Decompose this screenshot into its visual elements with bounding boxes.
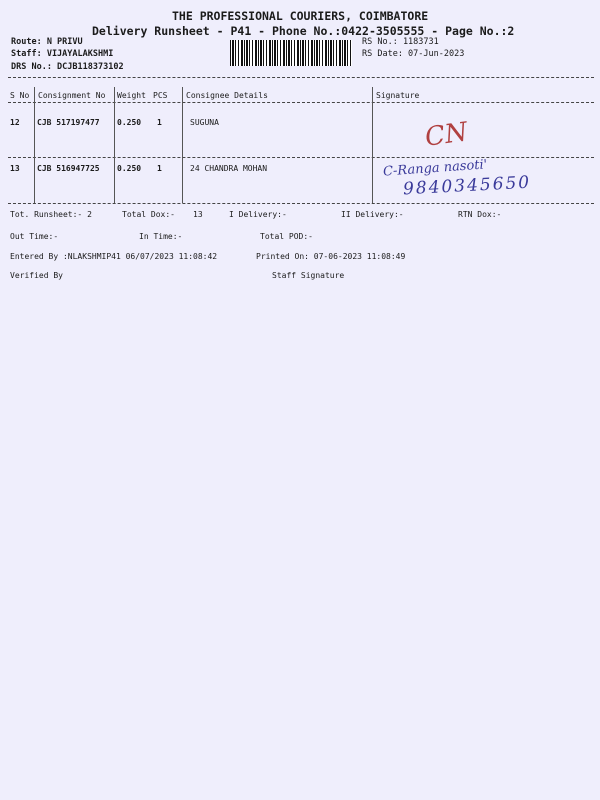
col-header-pcs: PCS (153, 91, 168, 100)
col-header-sno: S No (10, 91, 30, 100)
i-delivery: I Delivery:- (229, 210, 287, 219)
rtn-dox: RTN Dox:- (458, 210, 502, 219)
document-title: THE PROFESSIONAL COURIERS, COIMBATORE (172, 9, 429, 23)
tot-runsheet: Tot. Runsheet:- 2 (10, 210, 92, 219)
signature-handwriting-name: C-Ranga nasoti' (382, 157, 488, 180)
total-dox-value: 13 (193, 210, 203, 219)
barcode-image (230, 40, 352, 66)
row-consignment: CJB 516947725 (37, 164, 100, 173)
out-time: Out Time:- (10, 232, 59, 241)
col-header-signature: Signature (376, 91, 420, 100)
col-header-consignee: Consignee Details (186, 91, 268, 100)
signature-handwriting-phone: 9840345650 (402, 172, 532, 200)
row-sno: 13 (10, 164, 20, 173)
col-header-consignment: Consignment No (38, 91, 106, 100)
total-dox-label: Total Dox:- (122, 210, 175, 219)
signature-handwriting: CN (423, 117, 470, 153)
row-sno: 12 (10, 118, 20, 127)
row-consignment: CJB 517197477 (37, 118, 100, 127)
row-pcs: 1 (157, 164, 162, 173)
runsheet-subtitle: Delivery Runsheet - P41 - Phone No.:0422-3505555 - Page No.:2 (92, 24, 515, 38)
entered-by: Entered By :NLAKSHMIP41 06/07/2023 11:08:42 (10, 252, 218, 261)
staff-signature: Staff Signature (272, 271, 345, 280)
staff-label: Staff: VIJAYALAKSHMI (11, 49, 114, 59)
row-consignee: SUGUNA (190, 118, 219, 127)
row-consignee: 24 CHANDRA MOHAN (190, 164, 268, 173)
total-pod: Total POD:- (260, 232, 313, 241)
rs-number: RS No.: 1183731 (362, 37, 439, 47)
rs-date: RS Date: 07-Jun-2023 (362, 49, 465, 59)
route-label: Route: N PRIVU (11, 37, 83, 47)
printed-on: Printed On: 07-06-2023 11:08:49 (256, 252, 406, 261)
drs-number: DRS No.: DCJB118373102 (11, 62, 124, 72)
verified-by: Verified By (10, 271, 63, 280)
row-pcs: 1 (157, 118, 162, 127)
col-header-weight: Weight (117, 91, 146, 100)
in-time: In Time:- (139, 232, 183, 241)
row-weight: 0.250 (117, 164, 142, 173)
row-weight: 0.250 (117, 118, 142, 127)
ii-delivery: II Delivery:- (341, 210, 404, 219)
